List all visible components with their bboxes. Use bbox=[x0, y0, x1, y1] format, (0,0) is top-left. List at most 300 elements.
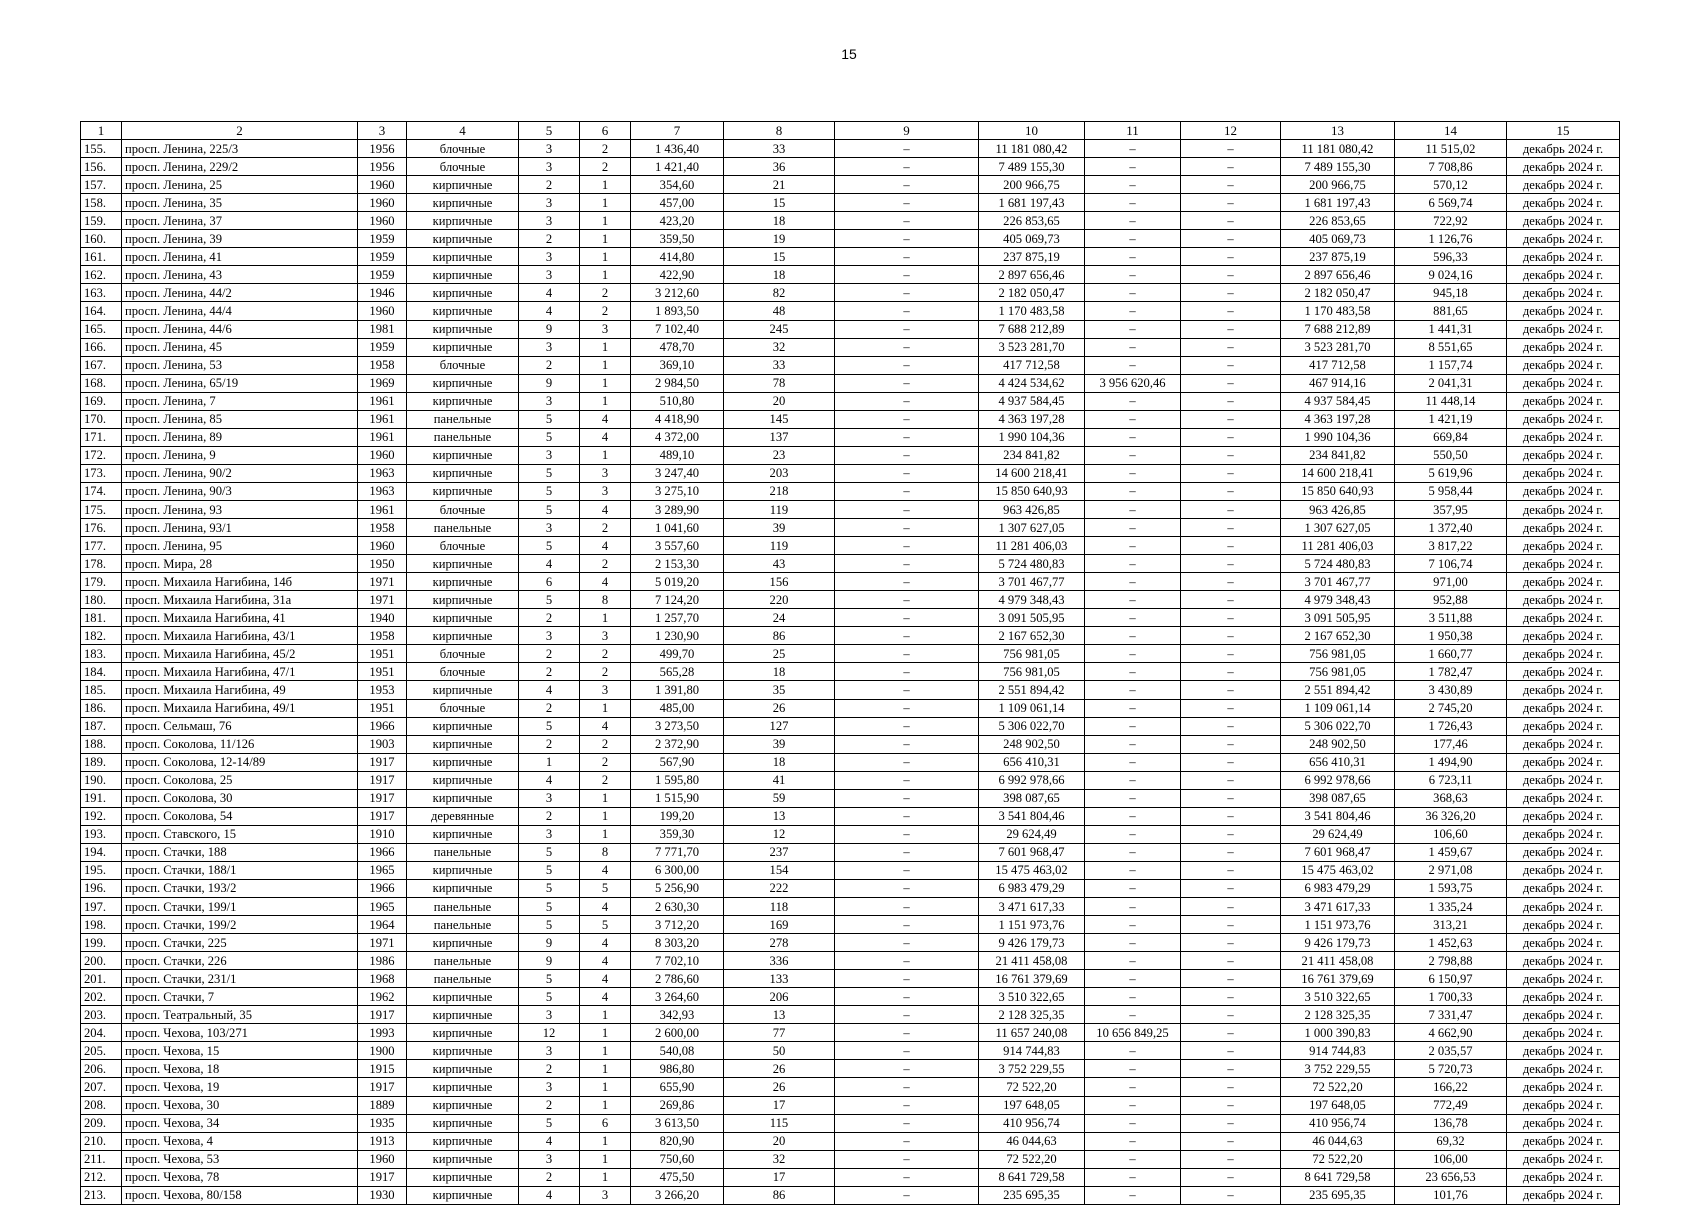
cell-col-12: – bbox=[1181, 194, 1281, 212]
cell-wall-material: кирпичные bbox=[407, 284, 519, 302]
cell-area: 485,00 bbox=[631, 699, 724, 717]
cell-col-12: – bbox=[1181, 537, 1281, 555]
cell-col-11: – bbox=[1085, 410, 1181, 428]
cell-build-year: 1960 bbox=[358, 194, 407, 212]
cell-address: просп. Мира, 28 bbox=[122, 555, 358, 573]
cell-area: 3 273,50 bbox=[631, 717, 724, 735]
cell-deadline: декабрь 2024 г. bbox=[1507, 753, 1620, 771]
cell-address: просп. Ленина, 41 bbox=[122, 248, 358, 266]
cell-cost-per-sqm: 2 035,57 bbox=[1395, 1042, 1507, 1060]
cell-col-9: – bbox=[835, 789, 979, 807]
cell-col-9: – bbox=[835, 609, 979, 627]
cell-address: просп. Михаила Нагибина, 31а bbox=[122, 591, 358, 609]
cell-col-12: – bbox=[1181, 627, 1281, 645]
cell-entrances: 1 bbox=[580, 248, 631, 266]
cell-wall-material: кирпичные bbox=[407, 591, 519, 609]
cell-deadline: декабрь 2024 г. bbox=[1507, 392, 1620, 410]
cell-area: 4 418,90 bbox=[631, 410, 724, 428]
cell-col-13: 963 426,85 bbox=[1281, 500, 1395, 518]
cell-col-12: – bbox=[1181, 320, 1281, 338]
cell-floors: 9 bbox=[519, 374, 580, 392]
cell-build-year: 1959 bbox=[358, 338, 407, 356]
cell-floors: 4 bbox=[519, 1132, 580, 1150]
cell-col-11: – bbox=[1085, 861, 1181, 879]
cell-address: просп. Ленина, 95 bbox=[122, 537, 358, 555]
cell-col-12: – bbox=[1181, 1006, 1281, 1024]
cell-cost-total: 410 956,74 bbox=[979, 1114, 1085, 1132]
table-row bbox=[81, 573, 1620, 591]
table-row bbox=[81, 645, 1620, 663]
cell-floors: 9 bbox=[519, 952, 580, 970]
cell-col-12: – bbox=[1181, 789, 1281, 807]
cell-entrances: 1 bbox=[580, 446, 631, 464]
cell-deadline: декабрь 2024 г. bbox=[1507, 537, 1620, 555]
cell-cost-total: 21 411 458,08 bbox=[979, 952, 1085, 970]
cell-address: просп. Стачки, 188 bbox=[122, 843, 358, 861]
cell-floors: 5 bbox=[519, 843, 580, 861]
cell-col-13: 2 128 325,35 bbox=[1281, 1006, 1395, 1024]
cell-cost-per-sqm: 1 950,38 bbox=[1395, 627, 1507, 645]
cell-col-13: 200 966,75 bbox=[1281, 176, 1395, 194]
cell-cost-per-sqm: 3 511,88 bbox=[1395, 609, 1507, 627]
cell-col-13: 21 411 458,08 bbox=[1281, 952, 1395, 970]
column-header-13: 13 bbox=[1281, 122, 1395, 140]
cell-row-number: 160. bbox=[81, 230, 122, 248]
cell-wall-material: панельные bbox=[407, 970, 519, 988]
cell-residents: 154 bbox=[724, 861, 835, 879]
cell-address: просп. Михаила Нагибина, 49 bbox=[122, 681, 358, 699]
cell-col-11: – bbox=[1085, 898, 1181, 916]
cell-col-13: 417 712,58 bbox=[1281, 356, 1395, 374]
cell-area: 423,20 bbox=[631, 212, 724, 230]
cell-col-9: – bbox=[835, 627, 979, 645]
cell-col-9: – bbox=[835, 898, 979, 916]
column-header-6: 6 bbox=[580, 122, 631, 140]
cell-col-12: – bbox=[1181, 338, 1281, 356]
cell-col-13: 467 914,16 bbox=[1281, 374, 1395, 392]
cell-floors: 3 bbox=[519, 1006, 580, 1024]
cell-residents: 13 bbox=[724, 807, 835, 825]
cell-cost-total: 72 522,20 bbox=[979, 1150, 1085, 1168]
cell-col-11: – bbox=[1085, 591, 1181, 609]
table-row bbox=[81, 753, 1620, 771]
cell-area: 986,80 bbox=[631, 1060, 724, 1078]
table-row bbox=[81, 771, 1620, 789]
cell-floors: 6 bbox=[519, 573, 580, 591]
cell-cost-total: 7 601 968,47 bbox=[979, 843, 1085, 861]
cell-residents: 145 bbox=[724, 410, 835, 428]
cell-deadline: декабрь 2024 г. bbox=[1507, 1024, 1620, 1042]
cell-address: просп. Чехова, 30 bbox=[122, 1096, 358, 1114]
cell-deadline: декабрь 2024 г. bbox=[1507, 482, 1620, 500]
table-row bbox=[81, 807, 1620, 825]
cell-col-9: – bbox=[835, 717, 979, 735]
table-row bbox=[81, 446, 1620, 464]
cell-deadline: декабрь 2024 г. bbox=[1507, 970, 1620, 988]
cell-floors: 5 bbox=[519, 970, 580, 988]
cell-floors: 5 bbox=[519, 591, 580, 609]
cell-address: просп. Чехова, 103/271 bbox=[122, 1024, 358, 1042]
cell-col-12: – bbox=[1181, 1168, 1281, 1186]
cell-entrances: 2 bbox=[580, 645, 631, 663]
cell-cost-per-sqm: 945,18 bbox=[1395, 284, 1507, 302]
cell-col-11: – bbox=[1085, 843, 1181, 861]
cell-col-9: – bbox=[835, 428, 979, 446]
cell-entrances: 4 bbox=[580, 898, 631, 916]
cell-cost-per-sqm: 881,65 bbox=[1395, 302, 1507, 320]
cell-address: просп. Ленина, 25 bbox=[122, 176, 358, 194]
cell-deadline: декабрь 2024 г. bbox=[1507, 699, 1620, 717]
cell-wall-material: кирпичные bbox=[407, 338, 519, 356]
cell-residents: 156 bbox=[724, 573, 835, 591]
cell-col-12: – bbox=[1181, 555, 1281, 573]
cell-entrances: 6 bbox=[580, 1114, 631, 1132]
cell-wall-material: кирпичные bbox=[407, 1114, 519, 1132]
cell-entrances: 4 bbox=[580, 500, 631, 518]
table-row bbox=[81, 861, 1620, 879]
cell-cost-per-sqm: 669,84 bbox=[1395, 428, 1507, 446]
cell-row-number: 198. bbox=[81, 916, 122, 934]
cell-col-11: – bbox=[1085, 1042, 1181, 1060]
cell-build-year: 1966 bbox=[358, 843, 407, 861]
cell-entrances: 2 bbox=[580, 555, 631, 573]
cell-build-year: 1917 bbox=[358, 771, 407, 789]
cell-residents: 220 bbox=[724, 591, 835, 609]
cell-col-13: 1 990 104,36 bbox=[1281, 428, 1395, 446]
cell-cost-per-sqm: 106,60 bbox=[1395, 825, 1507, 843]
cell-floors: 2 bbox=[519, 356, 580, 374]
cell-col-12: – bbox=[1181, 771, 1281, 789]
cell-entrances: 3 bbox=[580, 482, 631, 500]
cell-row-number: 201. bbox=[81, 970, 122, 988]
cell-residents: 21 bbox=[724, 176, 835, 194]
cell-address: просп. Михаила Нагибина, 45/2 bbox=[122, 645, 358, 663]
cell-area: 6 300,00 bbox=[631, 861, 724, 879]
cell-deadline: декабрь 2024 г. bbox=[1507, 212, 1620, 230]
cell-build-year: 1968 bbox=[358, 970, 407, 988]
cell-wall-material: кирпичные bbox=[407, 861, 519, 879]
cell-area: 540,08 bbox=[631, 1042, 724, 1060]
cell-residents: 86 bbox=[724, 1186, 835, 1204]
cell-floors: 3 bbox=[519, 1150, 580, 1168]
cell-entrances: 1 bbox=[580, 356, 631, 374]
cell-col-9: – bbox=[835, 140, 979, 158]
cell-col-9: – bbox=[835, 194, 979, 212]
cell-col-13: 16 761 379,69 bbox=[1281, 970, 1395, 988]
cell-deadline: декабрь 2024 г. bbox=[1507, 663, 1620, 681]
cell-deadline: декабрь 2024 г. bbox=[1507, 1114, 1620, 1132]
cell-area: 2 984,50 bbox=[631, 374, 724, 392]
cell-wall-material: кирпичные bbox=[407, 1042, 519, 1060]
table-row bbox=[81, 1078, 1620, 1096]
cell-build-year: 1958 bbox=[358, 627, 407, 645]
cell-area: 3 613,50 bbox=[631, 1114, 724, 1132]
cell-col-12: – bbox=[1181, 410, 1281, 428]
cell-cost-total: 417 712,58 bbox=[979, 356, 1085, 374]
cell-col-9: – bbox=[835, 681, 979, 699]
cell-cost-total: 4 937 584,45 bbox=[979, 392, 1085, 410]
cell-cost-per-sqm: 1 782,47 bbox=[1395, 663, 1507, 681]
cell-deadline: декабрь 2024 г. bbox=[1507, 627, 1620, 645]
cell-deadline: декабрь 2024 г. bbox=[1507, 645, 1620, 663]
cell-cost-per-sqm: 2 041,31 bbox=[1395, 374, 1507, 392]
cell-row-number: 185. bbox=[81, 681, 122, 699]
cell-cost-total: 6 983 479,29 bbox=[979, 879, 1085, 897]
cell-residents: 127 bbox=[724, 717, 835, 735]
table-row bbox=[81, 320, 1620, 338]
column-header-9: 9 bbox=[835, 122, 979, 140]
cell-cost-total: 656 410,31 bbox=[979, 753, 1085, 771]
cell-build-year: 1958 bbox=[358, 356, 407, 374]
cell-col-12: – bbox=[1181, 356, 1281, 374]
column-header-11: 11 bbox=[1085, 122, 1181, 140]
cell-build-year: 1960 bbox=[358, 176, 407, 194]
cell-address: просп. Михаила Нагибина, 47/1 bbox=[122, 663, 358, 681]
cell-build-year: 1981 bbox=[358, 320, 407, 338]
cell-cost-per-sqm: 36 326,20 bbox=[1395, 807, 1507, 825]
cell-col-12: – bbox=[1181, 988, 1281, 1006]
cell-residents: 26 bbox=[724, 1078, 835, 1096]
cell-row-number: 166. bbox=[81, 338, 122, 356]
cell-cost-per-sqm: 6 723,11 bbox=[1395, 771, 1507, 789]
cell-address: просп. Соколова, 11/126 bbox=[122, 735, 358, 753]
cell-build-year: 1917 bbox=[358, 1006, 407, 1024]
cell-col-13: 8 641 729,58 bbox=[1281, 1168, 1395, 1186]
cell-cost-total: 29 624,49 bbox=[979, 825, 1085, 843]
table-row bbox=[81, 194, 1620, 212]
cell-cost-per-sqm: 2 798,88 bbox=[1395, 952, 1507, 970]
cell-address: просп. Ленина, 39 bbox=[122, 230, 358, 248]
cell-wall-material: кирпичные bbox=[407, 446, 519, 464]
table-row bbox=[81, 1006, 1620, 1024]
cell-entrances: 1 bbox=[580, 1078, 631, 1096]
cell-cost-total: 15 850 640,93 bbox=[979, 482, 1085, 500]
cell-residents: 32 bbox=[724, 338, 835, 356]
cell-col-9: – bbox=[835, 230, 979, 248]
cell-col-9: – bbox=[835, 1024, 979, 1042]
cell-residents: 18 bbox=[724, 663, 835, 681]
cell-deadline: декабрь 2024 г. bbox=[1507, 410, 1620, 428]
cell-residents: 206 bbox=[724, 988, 835, 1006]
cell-col-11: – bbox=[1085, 500, 1181, 518]
cell-row-number: 158. bbox=[81, 194, 122, 212]
cell-deadline: декабрь 2024 г. bbox=[1507, 248, 1620, 266]
cell-area: 478,70 bbox=[631, 338, 724, 356]
cell-col-9: – bbox=[835, 573, 979, 591]
cell-col-13: 914 744,83 bbox=[1281, 1042, 1395, 1060]
cell-wall-material: кирпичные bbox=[407, 627, 519, 645]
cell-col-13: 7 688 212,89 bbox=[1281, 320, 1395, 338]
cell-cost-per-sqm: 166,22 bbox=[1395, 1078, 1507, 1096]
cell-cost-total: 197 648,05 bbox=[979, 1096, 1085, 1114]
table-row bbox=[81, 410, 1620, 428]
cell-col-12: – bbox=[1181, 374, 1281, 392]
cell-residents: 35 bbox=[724, 681, 835, 699]
cell-cost-per-sqm: 101,76 bbox=[1395, 1186, 1507, 1204]
cell-wall-material: кирпичные bbox=[407, 230, 519, 248]
cell-floors: 3 bbox=[519, 789, 580, 807]
cell-cost-per-sqm: 7 331,47 bbox=[1395, 1006, 1507, 1024]
cell-floors: 5 bbox=[519, 861, 580, 879]
cell-col-13: 1 681 197,43 bbox=[1281, 194, 1395, 212]
cell-residents: 59 bbox=[724, 789, 835, 807]
cell-area: 2 630,30 bbox=[631, 898, 724, 916]
cell-residents: 12 bbox=[724, 825, 835, 843]
cell-address: просп. Чехова, 80/158 bbox=[122, 1186, 358, 1204]
cell-col-13: 756 981,05 bbox=[1281, 663, 1395, 681]
cell-deadline: декабрь 2024 г. bbox=[1507, 194, 1620, 212]
cell-row-number: 176. bbox=[81, 519, 122, 537]
cell-col-11: – bbox=[1085, 1060, 1181, 1078]
cell-col-13: 2 897 656,46 bbox=[1281, 266, 1395, 284]
cell-address: просп. Ленина, 93/1 bbox=[122, 519, 358, 537]
cell-cost-total: 1 109 061,14 bbox=[979, 699, 1085, 717]
cell-cost-per-sqm: 1 452,63 bbox=[1395, 934, 1507, 952]
cell-col-12: – bbox=[1181, 212, 1281, 230]
cell-cost-total: 5 724 480,83 bbox=[979, 555, 1085, 573]
cell-build-year: 1903 bbox=[358, 735, 407, 753]
cell-col-11: – bbox=[1085, 681, 1181, 699]
cell-cost-per-sqm: 550,50 bbox=[1395, 446, 1507, 464]
cell-residents: 36 bbox=[724, 158, 835, 176]
cell-row-number: 189. bbox=[81, 753, 122, 771]
cell-area: 2 372,90 bbox=[631, 735, 724, 753]
cell-residents: 39 bbox=[724, 519, 835, 537]
cell-cost-total: 248 902,50 bbox=[979, 735, 1085, 753]
cell-cost-per-sqm: 7 708,86 bbox=[1395, 158, 1507, 176]
cell-entrances: 4 bbox=[580, 537, 631, 555]
table-row bbox=[81, 537, 1620, 555]
cell-deadline: декабрь 2024 г. bbox=[1507, 284, 1620, 302]
cell-col-11: – bbox=[1085, 320, 1181, 338]
cell-deadline: декабрь 2024 г. bbox=[1507, 266, 1620, 284]
cell-area: 354,60 bbox=[631, 176, 724, 194]
cell-wall-material: кирпичные bbox=[407, 374, 519, 392]
cell-deadline: декабрь 2024 г. bbox=[1507, 988, 1620, 1006]
cell-col-13: 72 522,20 bbox=[1281, 1078, 1395, 1096]
cell-row-number: 164. bbox=[81, 302, 122, 320]
cell-col-11: – bbox=[1085, 771, 1181, 789]
cell-cost-per-sqm: 136,78 bbox=[1395, 1114, 1507, 1132]
cell-row-number: 175. bbox=[81, 500, 122, 518]
cell-col-11: – bbox=[1085, 284, 1181, 302]
cell-col-13: 72 522,20 bbox=[1281, 1150, 1395, 1168]
cell-col-12: – bbox=[1181, 681, 1281, 699]
cell-address: просп. Соколова, 54 bbox=[122, 807, 358, 825]
cell-build-year: 1961 bbox=[358, 410, 407, 428]
cell-build-year: 1961 bbox=[358, 428, 407, 446]
cell-col-13: 4 363 197,28 bbox=[1281, 410, 1395, 428]
cell-entrances: 1 bbox=[580, 194, 631, 212]
cell-area: 457,00 bbox=[631, 194, 724, 212]
cell-row-number: 184. bbox=[81, 663, 122, 681]
cell-cost-total: 226 853,65 bbox=[979, 212, 1085, 230]
cell-wall-material: кирпичные bbox=[407, 934, 519, 952]
cell-area: 475,50 bbox=[631, 1168, 724, 1186]
cell-area: 3 266,20 bbox=[631, 1186, 724, 1204]
cell-wall-material: кирпичные bbox=[407, 753, 519, 771]
table-row bbox=[81, 1114, 1620, 1132]
cell-wall-material: кирпичные bbox=[407, 681, 519, 699]
cell-entrances: 2 bbox=[580, 302, 631, 320]
cell-cost-total: 1 307 627,05 bbox=[979, 519, 1085, 537]
cell-col-12: – bbox=[1181, 1150, 1281, 1168]
cell-col-11: – bbox=[1085, 609, 1181, 627]
cell-residents: 20 bbox=[724, 392, 835, 410]
table-row bbox=[81, 879, 1620, 897]
cell-wall-material: блочные bbox=[407, 158, 519, 176]
cell-wall-material: кирпичные bbox=[407, 1168, 519, 1186]
cell-entrances: 1 bbox=[580, 338, 631, 356]
cell-col-13: 3 701 467,77 bbox=[1281, 573, 1395, 591]
cell-row-number: 194. bbox=[81, 843, 122, 861]
cell-col-9: – bbox=[835, 699, 979, 717]
cell-build-year: 1950 bbox=[358, 555, 407, 573]
cell-floors: 2 bbox=[519, 609, 580, 627]
table-row bbox=[81, 735, 1620, 753]
cell-row-number: 209. bbox=[81, 1114, 122, 1132]
cell-row-number: 157. bbox=[81, 176, 122, 194]
cell-col-13: 226 853,65 bbox=[1281, 212, 1395, 230]
cell-col-13: 656 410,31 bbox=[1281, 753, 1395, 771]
cell-entrances: 1 bbox=[580, 266, 631, 284]
cell-row-number: 155. bbox=[81, 140, 122, 158]
cell-col-11: – bbox=[1085, 446, 1181, 464]
cell-address: просп. Михаила Нагибина, 49/1 bbox=[122, 699, 358, 717]
cell-col-13: 6 992 978,66 bbox=[1281, 771, 1395, 789]
cell-col-11: – bbox=[1085, 537, 1181, 555]
table-row bbox=[81, 663, 1620, 681]
cell-col-9: – bbox=[835, 266, 979, 284]
cell-row-number: 187. bbox=[81, 717, 122, 735]
cell-floors: 5 bbox=[519, 1114, 580, 1132]
cell-address: просп. Ленина, 9 bbox=[122, 446, 358, 464]
cell-area: 1 230,90 bbox=[631, 627, 724, 645]
cell-cost-total: 5 306 022,70 bbox=[979, 717, 1085, 735]
cell-col-13: 1 109 061,14 bbox=[1281, 699, 1395, 717]
cell-col-11: – bbox=[1085, 1006, 1181, 1024]
cell-cost-total: 2 897 656,46 bbox=[979, 266, 1085, 284]
cell-deadline: декабрь 2024 г. bbox=[1507, 591, 1620, 609]
cell-build-year: 1965 bbox=[358, 861, 407, 879]
cell-address: просп. Ленина, 93 bbox=[122, 500, 358, 518]
cell-cost-total: 756 981,05 bbox=[979, 645, 1085, 663]
cell-wall-material: блочные bbox=[407, 537, 519, 555]
cell-col-12: – bbox=[1181, 500, 1281, 518]
cell-wall-material: кирпичные bbox=[407, 248, 519, 266]
cell-cost-total: 200 966,75 bbox=[979, 176, 1085, 194]
cell-col-9: – bbox=[835, 555, 979, 573]
cell-cost-total: 234 841,82 bbox=[979, 446, 1085, 464]
cell-col-11: – bbox=[1085, 1132, 1181, 1150]
cell-deadline: декабрь 2024 г. bbox=[1507, 861, 1620, 879]
cell-area: 1 257,70 bbox=[631, 609, 724, 627]
cell-cost-total: 9 426 179,73 bbox=[979, 934, 1085, 952]
cell-area: 422,90 bbox=[631, 266, 724, 284]
cell-floors: 5 bbox=[519, 537, 580, 555]
cell-deadline: декабрь 2024 г. bbox=[1507, 446, 1620, 464]
cell-wall-material: кирпичные bbox=[407, 609, 519, 627]
cell-build-year: 1961 bbox=[358, 500, 407, 518]
cell-residents: 33 bbox=[724, 356, 835, 374]
table-body bbox=[81, 140, 1620, 1205]
cell-col-11: – bbox=[1085, 158, 1181, 176]
cell-entrances: 3 bbox=[580, 320, 631, 338]
cell-entrances: 2 bbox=[580, 140, 631, 158]
cell-col-12: – bbox=[1181, 1078, 1281, 1096]
cell-address: просп. Стачки, 225 bbox=[122, 934, 358, 952]
cell-entrances: 1 bbox=[580, 1006, 631, 1024]
